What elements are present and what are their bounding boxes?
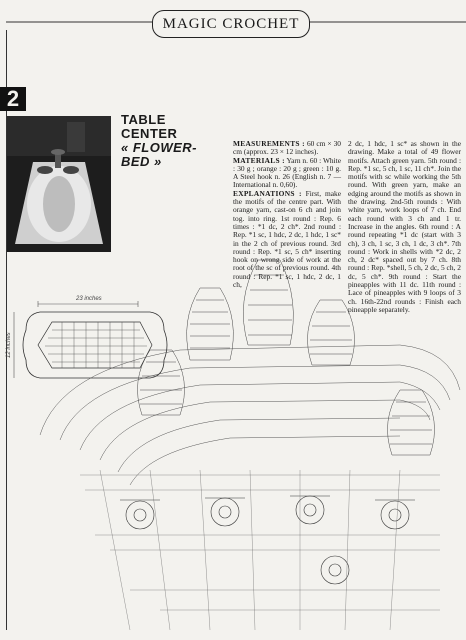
mesh-grid	[80, 470, 440, 630]
title-line-2: CENTER	[121, 126, 178, 141]
materials-heading: MATERIALS :	[233, 155, 285, 165]
measurements-text: 60 cm × 30 cm (approx. 23 × 12 inches).	[233, 139, 341, 157]
crochet-diagram	[0, 250, 466, 640]
flower-motifs	[120, 496, 415, 584]
title-line-4: BED »	[121, 154, 162, 169]
title-line-1: TABLE	[121, 112, 166, 127]
pineapple-motifs	[138, 260, 435, 455]
height-label: 12 inches	[6, 332, 12, 358]
title-line-3: « FLOWER-	[121, 140, 197, 155]
item-number: 2	[0, 87, 26, 111]
materials-text: Yarn n. 60 : White : 30 g ; orange : 20 g ; green : 10 g. A Steel hook n. 26 (English n. 7 — International n. 0,60).	[233, 155, 342, 190]
oval-lace-chart	[40, 345, 460, 485]
pattern-title	[121, 113, 221, 169]
schematic	[6, 296, 167, 378]
explanations-text-col2: 2 dc, 1 hdc, 1 sc* as shown in the drawing. Make a total of 49 flower motifs. Attach green yarn. 5th round : Rep. *1 sc, 5 ch, 1 sc, 11 ch*. Join the motifs with sc while working the 5th round. With green yarn, make an edging around the motifs as shown in the drawing. 2nd-5th rounds : With white yarn, work loops of 7 ch. End each round with 3 ch and 1 tr. Increase in the angles. 6th round : A round repeating *1 dc (start with 3 ch), 3 ch, 1 sc, 3 ch, 1 dc, 3 ch*. 7th round : Work in shells with *2 dc, 2 ch, 2 dc* spaced out by 7 ch. 8th round : Rep. *shell, 5 ch, 2 dc, 5 ch, 2 dc, 5 ch*. 9th round : Start the pineapples with 11 dc. 11th round : Lace of pineapples with 9 loops of 3 ch. 16th-22nd rounds : Finish each pineapple separately.	[348, 139, 461, 314]
explanations-heading: EXPLANATIONS :	[233, 188, 302, 198]
explanations-text-col1: First, make the motifs of the centre part. With orange yarn, cast-on 6 ch and join tog. into ring. 1st round : Rep. 6 times : *1 dc, 2 ch*. 2nd round : Rep. *1 sc, 1 hdc, 2 dc, 1 hdc, 1 sc* in the 2 ch of previous round. 3rd round : Rep. *1 sc, 5 ch* inserting hook on wrong side of work at the root of the sc of previous round. 4th round : Rep. *1 sc, 1 hdc, 2 dc, 1 ch,	[233, 188, 341, 290]
table-center-photo	[7, 116, 111, 252]
measurements-heading: MEASUREMENTS :	[233, 139, 305, 148]
width-label: 23 inches	[76, 296, 102, 302]
magazine-brand: MAGIC CROCHET	[152, 10, 310, 38]
